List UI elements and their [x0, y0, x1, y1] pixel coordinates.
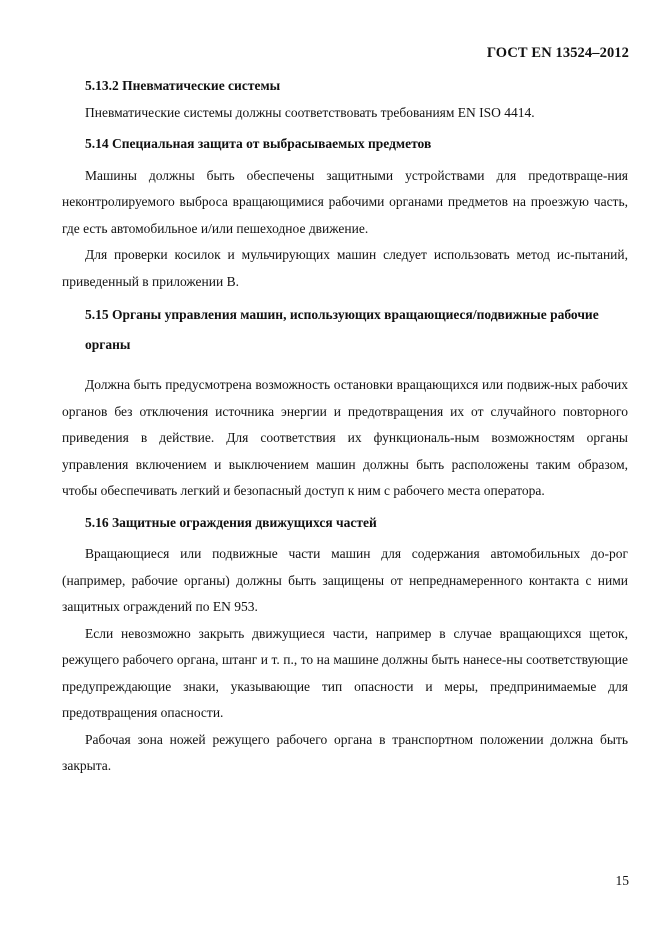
document-body — [62, 73, 628, 780]
section-heading-5-15: 5.15 Органы управления машин, использующих вращающиеся/подвижные рабочие органы — [85, 307, 599, 352]
section-5-16-paragraph-1: Вращающиеся или подвижные части машин для содержания автомобильных до-рог (например, рабочие органы) должны быть защищены от непреднамеренного контакта с ними защитных ограждений по EN 953. — [62, 546, 628, 614]
section-heading-5-13-2: 5.13.2 Пневматические системы — [85, 78, 281, 93]
section-5-16-paragraph-3: Рабочая зона ножей режущего рабочего органа в транспортном положении должна быть закрыта. — [62, 731, 628, 773]
section-5-14-paragraph-1: Машины должны быть обеспечены защитными устройствами для предотвраще-ния неконтролируемого выброса вращающимися рабочими органами предметов на проезжую часть, где есть автомобильное и/или пешеходное движение. — [62, 167, 628, 236]
section-heading-5-16: 5.16 Защитные ограждения движущихся частей — [85, 514, 377, 530]
section-5-15-paragraph-1: Должна быть предусмотрена возможность остановки вращающихся или подвиж-ных рабочих органов без отключения источника энергии и предотвращения их от случайного повторного приведения в действие. Для соответствия их функциональ-ным возможностям органы управления включением и выключением машин должны быть расположены таким образом, чтобы обеспечивать легкий и безопасный доступ к ним с рабочего места оператора. — [62, 377, 628, 498]
standard-code-header: ГОСТ EN 13524–2012 — [486, 45, 629, 61]
section-heading-5-14: 5.14 Специальная защита от выбрасываемых предметов — [85, 136, 432, 151]
section-5-16-paragraph-2: Если невозможно закрыть движущиеся части, например в случае вращающихся щеток, режущего рабочего органа, штанг и т. п., то на машине должны быть нанесе-ны соответствующие предупреждающие знаки, указывающие тип опасности и меры, предпринимаемые для предотвращения опасности. — [62, 625, 628, 720]
section-5-14-paragraph-2: Для проверки косилок и мульчирующих машин следует использовать метод ис-пытаний, приведенный в приложении В. — [62, 247, 628, 289]
section-5-13-2-paragraph-1: Пневматические системы должны соответствовать требованиям EN ISO 4414. — [85, 104, 535, 120]
page-number: 15 — [615, 873, 629, 888]
